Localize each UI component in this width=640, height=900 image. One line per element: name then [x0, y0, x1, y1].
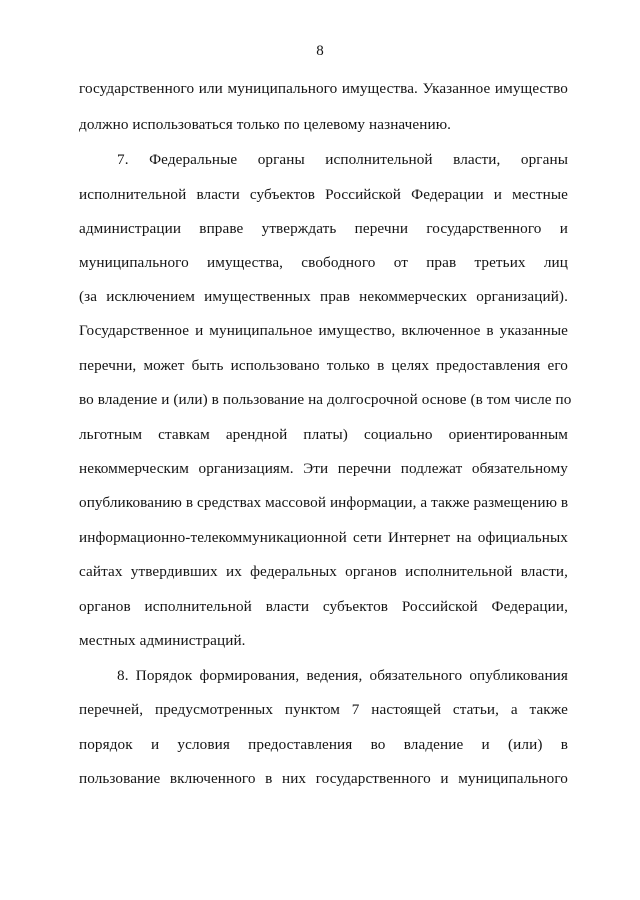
text-line: сайтах утвердивших их федеральных органов исполнительной власти,: [79, 563, 568, 580]
text-line: муниципального имущества, свободного от прав третьих лиц: [79, 254, 568, 271]
text-line: опубликованию в средствах массовой информации, а также размещению в: [79, 494, 569, 511]
text-line: органов исполнительной власти субъектов Российской Федерации,: [79, 598, 568, 615]
text-line: некоммерческим организациям. Эти перечни подлежат обязательному: [79, 460, 568, 477]
text-line: во владение и (или) в пользование на долгосрочной основе (в том числе по: [79, 391, 572, 408]
paragraph-8-first-line: 8. Порядок формирования, ведения, обязательного опубликования: [117, 667, 568, 684]
text-line: перечни, может быть использовано только в целях предоставления его: [79, 357, 568, 374]
text-line: информационно-телекоммуникационной сети Интернет на официальных: [79, 529, 568, 546]
paragraph-7-first-line: 7. Федеральные органы исполнительной власти, органы: [117, 151, 568, 168]
text-line: исполнительной власти субъектов Российской Федерации и местные: [79, 186, 568, 203]
text-line: льготным ставкам арендной платы) социально ориентированным: [79, 426, 568, 443]
text-line: государственного или муниципального имущества. Указанное имущество: [79, 80, 568, 97]
text-line: перечней, предусмотренных пунктом 7 настоящей статьи, а также: [79, 701, 568, 718]
text-line: должно использоваться только по целевому назначению.: [79, 116, 452, 133]
text-line: администрации вправе утверждать перечни государственного и: [79, 220, 568, 237]
page-number: 8: [316, 43, 324, 59]
text-line: Государственное и муниципальное имущество, включенное в указанные: [79, 322, 568, 339]
text-line: пользование включенного в них государственного и муниципального: [79, 770, 568, 787]
text-line: местных администраций.: [79, 632, 246, 649]
text-line: (за исключением имущественных прав некоммерческих организаций).: [79, 288, 568, 305]
text-line: порядок и условия предоставления во владение и (или) в: [79, 736, 568, 753]
